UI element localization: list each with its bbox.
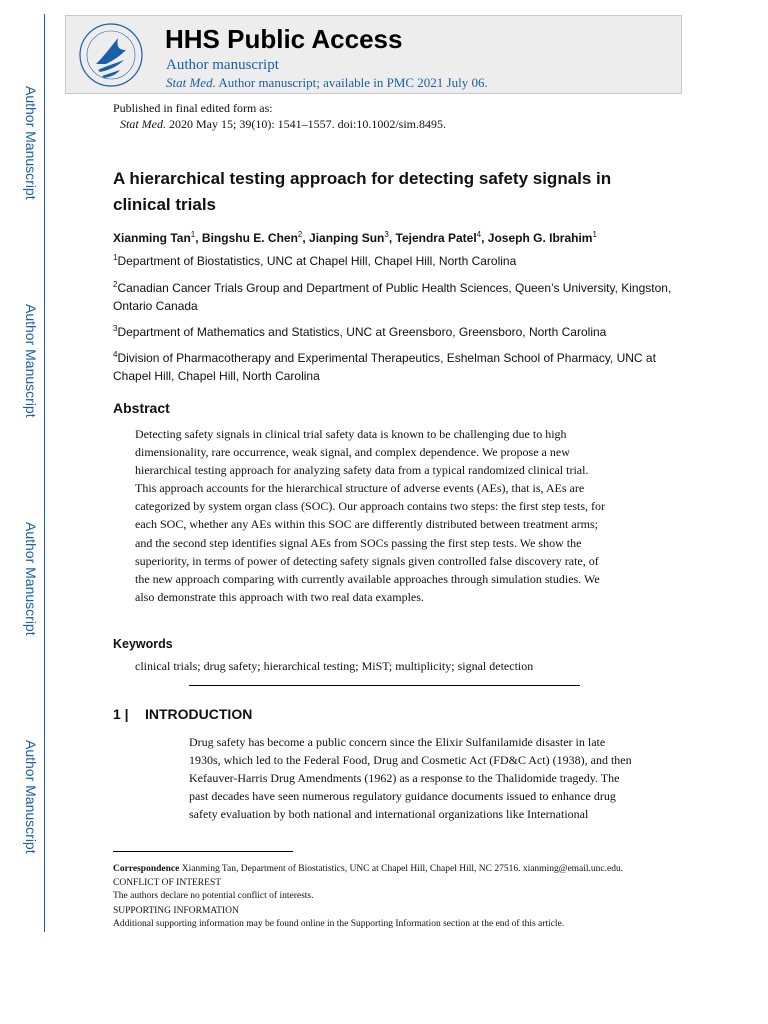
author-name: Tejendra Patel	[395, 231, 477, 245]
side-label-author-manuscript: Author Manuscript	[23, 304, 39, 418]
introduction-line: Kefauver-Harris Drug Amendments (1962) as a response to the Thalidomide tragedy. The	[189, 771, 620, 786]
keywords-heading: Keywords	[113, 637, 173, 651]
hhs-banner	[65, 15, 682, 94]
side-label-author-manuscript: Author Manuscript	[23, 86, 39, 200]
introduction-line: Drug safety has become a public concern since the Elixir Sulfanilamide disaster in late	[189, 735, 606, 749]
hhs-eagle-logo-icon	[76, 20, 146, 90]
affiliation-text: Canadian Cancer Trials Group and Department of Public Health Sciences, Queen’s University, Kingston, Ontario Canada	[113, 281, 672, 313]
abstract-line: categorized by system organ class (SOC). Our approach contains two steps: the first step tests, for	[135, 499, 606, 514]
section-divider	[189, 685, 580, 686]
affiliation-marker: 2	[113, 280, 118, 289]
coi-text: The authors declare no potential conflict of interests.	[113, 891, 314, 901]
banner-subtitle: Author manuscript	[166, 57, 279, 73]
affiliation	[113, 276, 673, 315]
author-affiliation-marker: 2	[297, 230, 303, 239]
supporting-info-heading: SUPPORTING INFORMATION	[113, 906, 239, 916]
correspondence-text: Xianming Tan, Department of Biostatistics, UNC at Chapel Hill, Chapel Hill, NC 27516. xianming@email.unc.edu.	[179, 864, 624, 874]
article-title: A hierarchical testing approach for detecting safety signals in clinical trials	[113, 169, 612, 214]
section-number: 1 |	[113, 706, 129, 722]
affiliation-marker: 1	[113, 253, 118, 262]
introduction-heading	[113, 706, 252, 722]
affiliation-marker: 3	[113, 324, 118, 333]
published-citation	[120, 117, 446, 132]
affiliation-text: Division of Pharmacotherapy and Experimental Therapeutics, Eshelman School of Pharmacy, UNC at Chapel Hill, Chapel Hill, North Carolina	[113, 351, 656, 383]
affiliation	[113, 249, 673, 270]
abstract-line: the new approach comparing with currently available approaches through simulation studies. We	[135, 571, 600, 586]
abstract-line: hierarchical testing approach for analyzing safety data from a typical randomized clinical trial.	[135, 463, 589, 478]
section-title: INTRODUCTION	[145, 706, 253, 722]
affiliation	[113, 320, 673, 341]
introduction-line: safety evaluation by both national and international organizations like International	[189, 807, 589, 822]
abstract-line: and the second step identifies signal AEs from SOCs passing the first step tests. We show the	[135, 535, 582, 550]
abstract-body	[135, 425, 633, 606]
author-affiliation-marker: 4	[476, 230, 482, 239]
affiliation-text: Department of Mathematics and Statistics, UNC at Greensboro, Greensboro, North Carolina	[117, 325, 607, 339]
coi-heading: CONFLICT OF INTEREST	[113, 878, 222, 888]
left-margin-rule	[44, 14, 45, 932]
abstract-line: This approach accounts for the hierarchical structure of adverse events (AEs), that is, AEs are	[135, 481, 585, 496]
abstract-line: each SOC, whether any AEs within this SOC are differently distributed between treatment arms;	[135, 517, 599, 532]
author-name: Jianping Sun	[309, 231, 385, 245]
abstract-line: superiority, in terms of power of detecting safety signals given controlled false discovery rate, of	[135, 553, 599, 568]
affiliation-text: Department of Biostatistics, UNC at Chapel Hill, Chapel Hill, North Carolina	[117, 254, 517, 268]
abstract-line: also demonstrate this approach with two real data examples.	[135, 589, 424, 604]
author-affiliation-marker: 1	[190, 230, 196, 239]
introduction-body	[189, 733, 645, 823]
published-citation-text: 2020 May 15; 39(10): 1541–1557. doi:10.1002/sim.8495.	[166, 117, 446, 131]
affiliation-marker: 4	[113, 350, 118, 359]
banner-citation	[166, 75, 488, 91]
author-affiliation-marker: 1	[592, 230, 597, 239]
side-label-author-manuscript: Author Manuscript	[23, 522, 39, 636]
published-journal: Stat Med.	[120, 117, 166, 131]
keywords-list: clinical trials; drug safety; hierarchical testing; MiST; multiplicity; signal detection	[135, 659, 534, 673]
banner-citation-text: Author manuscript; available in PMC 2021 July 06.	[215, 75, 488, 90]
banner-citation-journal: Stat Med.	[166, 75, 216, 90]
author-name: Xianming Tan	[113, 231, 191, 245]
side-label-author-manuscript: Author Manuscript	[23, 740, 39, 854]
abstract-heading: Abstract	[113, 400, 170, 416]
author-affiliation-marker: 3	[384, 230, 389, 239]
affiliation	[113, 346, 673, 385]
published-label: Published in final edited form as:	[113, 101, 273, 115]
abstract-line: dimensionality, rare occurrence, weak signal, and complex dependence. We propose a new	[135, 445, 570, 460]
author-name: Joseph G. Ibrahim	[487, 231, 593, 245]
abstract-line: Detecting safety signals in clinical trial safety data is known to be challenging due to high	[135, 427, 567, 441]
correspondence-footnote	[113, 864, 623, 874]
author-name: Bingshu E. Chen	[201, 231, 298, 245]
author-list: Xianming Tan$^1$, Bingshu E. Chen$^2$, Jianping Sun$^3$, Tejendra Patel$^4$, Joseph G. Ibrahim$^1$	[113, 230, 597, 245]
introduction-line: 1930s, which led to the Federal Food, Drug and Cosmetic Act (FD&C Act) (1938), and then	[189, 753, 632, 768]
correspondence-label: Correspondence	[113, 864, 180, 874]
supporting-info-text: Additional supporting information may be found online in the Supporting Information section at the end of this article.	[113, 919, 565, 929]
introduction-line: past decades have seen numerous regulatory guidance documents issued to enhance drug	[189, 789, 616, 804]
footnote-rule	[113, 851, 293, 852]
banner-title: HHS Public Access	[165, 24, 403, 54]
